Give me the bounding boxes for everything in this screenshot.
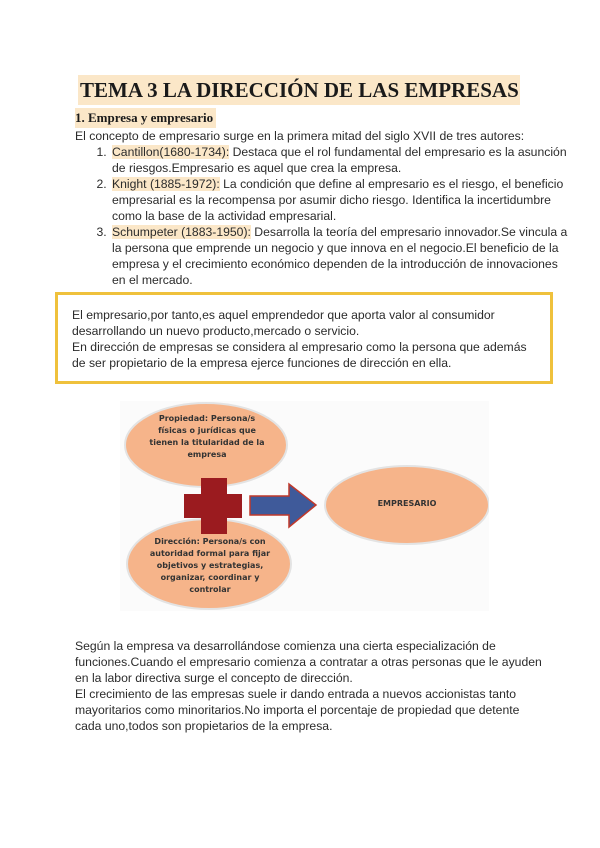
closing-paragraph: Según la empresa va desarrollándose comienza una cierta especialización de funciones.Cuando el empresario comienza a contratar a otras personas que le ayuden en la labor directiva surge el concepto de dirección. bbox=[75, 639, 542, 685]
definition-paragraph: En dirección de empresas se considera al empresario como la persona que además de ser propietario de la empresa ejerce funciones de dirección en ella. bbox=[72, 340, 527, 370]
propiedad-label: Propiedad: Persona/s físicas o jurídicas que tienen la titularidad de la empresa bbox=[149, 414, 265, 459]
definition-box bbox=[55, 292, 553, 384]
author-description: La condición que define al empresario es el riesgo, el beneficio empresarial es la recompensa por asumir dicho riesgo. Identifica la incertidumbre como la base de la actividad empresarial. bbox=[112, 177, 564, 223]
closing-text bbox=[75, 638, 545, 734]
list-item bbox=[110, 176, 570, 224]
direccion-label: Dirección: Persona/s con autoridad formal para fijar objetivos y estrategias, organizar, coordinar y controlar bbox=[149, 537, 271, 594]
definition-paragraph: El empresario,por tanto,es aquel emprendedor que aporta valor al consumidor desarrollando un nuevo producto,mercado o servicio. bbox=[72, 308, 495, 338]
list-item bbox=[110, 224, 570, 288]
author-name: Schumpeter (1883-1950): bbox=[112, 225, 251, 239]
list-item bbox=[110, 144, 570, 176]
right-arrow-shape bbox=[250, 484, 316, 527]
section-heading: 1. Empresa y empresario bbox=[75, 108, 216, 128]
author-description: Destaca que el rol fundamental del empresario es la asunción de riesgos.Empresario es aquel que crea la empresa. bbox=[112, 145, 567, 175]
empresario-diagram bbox=[120, 401, 489, 611]
author-description: Desarrolla la teoría del empresario innovador.Se vincula a la persona que emprende un negocio y que innova en el negocio.El beneficio de la empresa y el crecimiento económico dependen de la introducción de innovaciones en el mercado. bbox=[112, 225, 568, 287]
author-name: Knight (1885-1972): bbox=[112, 177, 220, 191]
closing-paragraph: El crecimiento de las empresas suele ir dando entrada a nuevos accionistas tanto mayoritarios como minoritarios.No importa el porcentaje de propiedad que detente cada uno,todos son propietarios de la empresa. bbox=[75, 687, 520, 733]
empresario-label: EMPRESARIO bbox=[377, 499, 437, 508]
author-name: Cantillon(1680-1734): bbox=[112, 145, 230, 159]
intro-text: El concepto de empresario surge en la primera mitad del siglo XVII de tres autores: bbox=[75, 129, 525, 143]
page-title: TEMA 3 LA DIRECCIÓN DE LAS EMPRESAS bbox=[78, 75, 520, 105]
authors-list bbox=[75, 144, 570, 288]
